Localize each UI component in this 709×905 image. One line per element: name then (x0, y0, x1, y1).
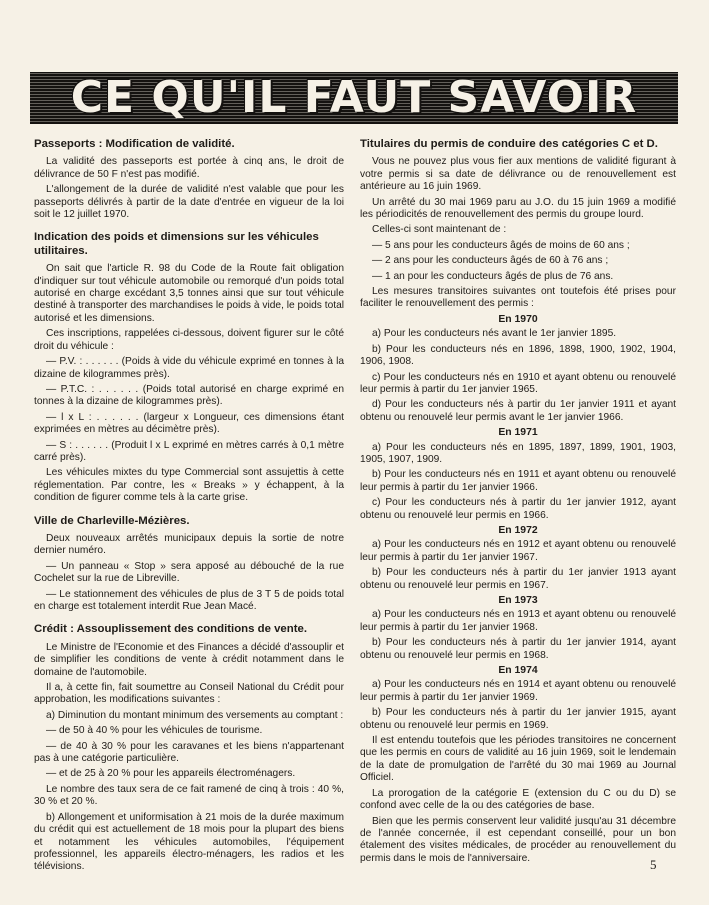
paragraph: — 5 ans pour les conducteurs âgés de moins de 60 ans ; (372, 239, 630, 251)
year-heading-1974: En 1974 (498, 665, 538, 677)
paragraph: — P.T.C. : . . . . . . (Poids total autorisé en charge exprimé en tonnes à la dizaine de kilogrammes près). (34, 383, 344, 408)
paragraph: — l x L : . . . . . . (largeur x Longueur, ces dimensions étant exprimées en mètres au décimètre près). (34, 411, 344, 436)
section-heading-permis: Titulaires du permis de conduire des catégories C et D. (360, 138, 658, 150)
year-heading-1973: En 1973 (498, 595, 538, 606)
paragraph: Il a, à cette fin, fait soumettre au Conseil National du Crédit pour approbation, les modifications suivantes : (34, 682, 344, 706)
paragraph: Le nombre des taux sera de ce fait ramené de cinq à trois : 40 %, 30 % et 20 %. (34, 783, 344, 808)
year-heading-1970: En 1970 (498, 313, 538, 325)
year-heading-1971: En 1971 (498, 427, 538, 439)
paragraph: Un arrêté du 30 mai 1969 paru au J.O. du 15 juin 1969 a modifié les périodicités de renouvellement des permis du groupe lourd. (360, 196, 676, 221)
paragraph: Deux nouveaux arrêtés municipaux depuis la sortie de notre dernier numéro. (34, 532, 344, 557)
paragraph: — de 40 à 30 % pour les caravanes et les biens n'appartenant pas à une catégorie particulière. (34, 740, 344, 765)
year-heading-1972: En 1972 (498, 524, 538, 536)
paragraph: a) Pour les conducteurs nés en 1913 et ayant obtenu ou renouvelé leur permis à partir du 1er janvier 1968. (360, 609, 676, 633)
paragraph: c) Pour les conducteurs nés en 1910 et ayant obtenu ou renouvelé leur permis à partir du 1er janvier 1965. (360, 371, 676, 395)
paragraph: Bien que les permis conservent leur validité jusqu'au 31 décembre de l'année concernée, il est cependant conseillé, pour un bon étalement des visites médicales, de procéder au renouvellement du permis dans le mois de l'anniversaire. (360, 815, 676, 864)
paragraph: — 1 an pour les conducteurs âgés de plus de 76 ans. (372, 270, 614, 282)
paragraph: On sait que l'article R. 98 du Code de la Route fait obligation d'indiquer sur tout véhicule automobile ou remorqué d'un poids total autorisé en charge excédant 3,5 tonnes ainsi que sur tout véhicule destiné à transporter des marchandises le poids à vide, le poids total autorisé et les dimensions. (34, 263, 344, 324)
paragraph: a) Pour les conducteurs nés en 1914 et ayant obtenu ou renouvelé leur permis à partir du 1er janvier 1969. (360, 679, 676, 703)
right-column (360, 138, 676, 868)
left-column (34, 138, 344, 877)
paragraph: b) Pour les conducteurs nés à partir du 1er janvier 1914, ayant obtenu ou renouvelé leur permis en 1968. (360, 637, 676, 661)
section-heading-poids: Indication des poids et dimensions sur les véhicules utilitaires. (34, 231, 319, 257)
paragraph: — Un panneau « Stop » sera apposé au débouché de la rue Cochelet sur la rue de Libreville. (34, 560, 344, 585)
section-heading-charleville: Ville de Charleville-Mézières. (34, 514, 190, 527)
paragraph: — et de 25 à 20 % pour les appareils électroménagers. (46, 768, 296, 780)
paragraph: Celles-ci sont maintenant de : (372, 224, 507, 236)
paragraph: — Le stationnement des véhicules de plus de 3 T 5 de poids total en charge est totalement interdit Rue Jean Macé. (34, 588, 344, 612)
paragraph: La prorogation de la catégorie E (extension du C ou du D) se confond avec celle de la ou des catégories de base. (360, 787, 676, 812)
paragraph: a) Pour les conducteurs nés en 1912 et ayant obtenu ou renouvelé leur permis à partir du 1er janvier 1967. (360, 539, 676, 563)
paragraph: Le Ministre de l'Economie et des Finances a décidé d'assouplir et de simplifier les conditions de vente à crédit notamment dans le domaine de l'automobile. (34, 641, 344, 678)
paragraph: a) Diminution du montant minimum des versements au comptant : (46, 709, 344, 721)
paragraph: b) Pour les conducteurs nés à partir du 1er janvier 1915, ayant obtenu ou renouvelé leur permis en 1969. (360, 707, 676, 731)
paragraph: — 2 ans pour les conducteurs âgés de 60 à 76 ans ; (372, 255, 609, 267)
paragraph: — de 50 à 40 % pour les véhicules de tourisme. (46, 725, 263, 737)
paragraph: — S : . . . . . . (Produit l x L exprimé en mètres carrés à 0,1 mètre carré près). (34, 439, 344, 463)
paragraph: a) Pour les conducteurs nés avant le 1er janvier 1895. (372, 328, 617, 340)
paragraph: c) Pour les conducteurs nés à partir du 1er janvier 1912, ayant obtenu ou renouvelé leur permis en 1966. (360, 497, 676, 521)
paragraph: Ces inscriptions, rappelées ci-dessous, doivent figurer sur le côté droit du véhicule : (34, 328, 344, 352)
paragraph: b) Allongement et uniformisation à 21 mois de la durée maximum du crédit qui est actuellement de 18 mois pour la plupart des biens et notamment les véhicules automobiles, l'équipement professionnel, les appareils électro-ménagers, les radios et les télévisions. (34, 811, 344, 873)
paragraph: La validité des passeports est portée à cinq ans, le droit de délivrance de 50 F n'est pas modifié. (34, 156, 344, 180)
paragraph: Les véhicules mixtes du type Commercial sont assujettis à cette réglementation. Par contre, les « Breaks » y échappent, à la condition de figurer comme tels à la carte grise. (34, 467, 344, 504)
paragraph: b) Pour les conducteurs nés à partir du 1er janvier 1913 ayant obtenu ou renouvelé leur permis en 1967. (360, 567, 676, 591)
paragraph: b) Pour les conducteurs nés en 1896, 1898, 1900, 1902, 1904, 1906, 1908. (360, 343, 676, 368)
paragraph: — P.V. : . . . . . . (Poids à vide du véhicule exprimé en tonnes à la dizaine de kilogrammes près). (34, 356, 344, 380)
page-title: CE QU'IL FAUT SAVOIR (70, 72, 638, 123)
paragraph: Les mesures transitoires suivantes ont toutefois été prises pour faciliter le renouvellement des permis : (360, 286, 676, 310)
section-heading-passeports: Passeports : Modification de validité. (34, 138, 235, 150)
paragraph: Il est entendu toutefois que les périodes transitoires ne concernent que les permis en cours de validité au 16 juin 1969, soit le lendemain de la date de promulgation de l'arrêté du 30 mai 1969 au Journal Officiel. (360, 735, 676, 784)
paragraph: L'allongement de la durée de validité n'est valable que pour les passeports délivrés à partir de la date d'entrée en vigueur de la loi soit le 12 juillet 1970. (34, 184, 344, 221)
paragraph: Vous ne pouvez plus vous fier aux mentions de validité figurant à votre permis si sa date de délivrance ou de renouvellement est antérieure au 16 juin 1969. (360, 156, 676, 193)
paragraph: b) Pour les conducteurs nés en 1911 et ayant obtenu ou renouvelé leur permis à partir du 1er janvier 1966. (360, 469, 676, 493)
title-banner (30, 72, 678, 124)
page-number: 5 (650, 857, 657, 872)
section-heading-credit: Crédit : Assouplissement des conditions de vente. (34, 623, 308, 636)
paragraph: a) Pour les conducteurs nés en 1895, 1897, 1899, 1901, 1903, 1905, 1907, 1909. (360, 441, 676, 465)
paragraph: d) Pour les conducteurs nés à partir du 1er janvier 1911 et ayant obtenu ou renouvelé leur permis avant le 1er janvier 1966. (360, 399, 676, 423)
